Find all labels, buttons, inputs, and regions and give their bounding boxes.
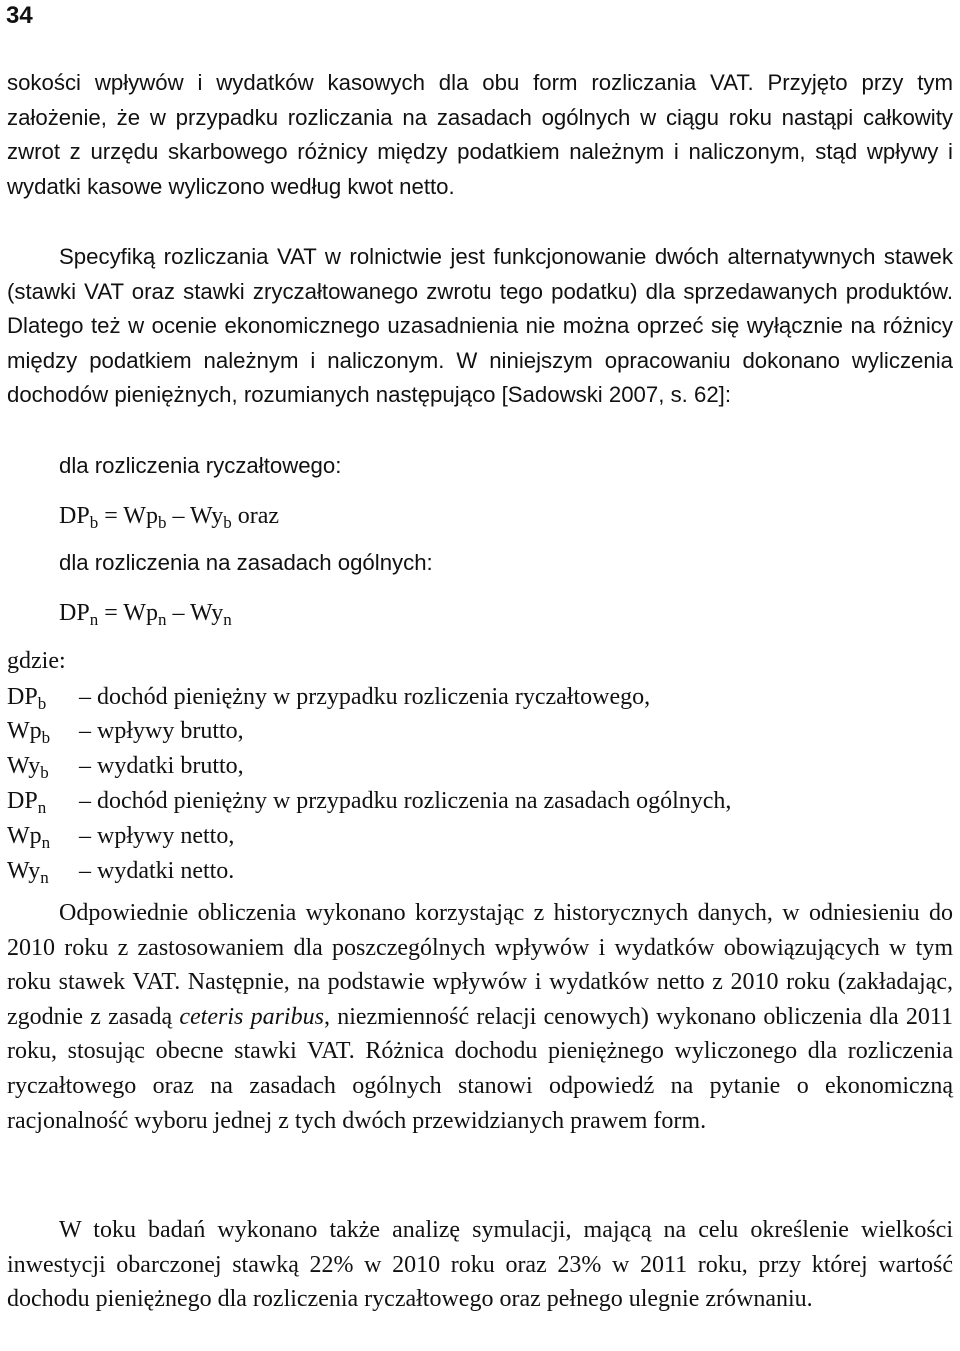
paragraph-3-part-1: Odpowiednie obliczenia wykonano korzystając z historycznych danych, w odniesieniu do 2010 roku z zastosowaniem dla poszczególnych wpływów i wydatków obowiązujących w tym roku stawek VAT. Następnie, na podstawie wpływów i wydatków netto z 2010 roku (zakładając, zgodnie z zasadą xyxy=(7,900,953,1030)
paragraph-3-part-2: , niezmienność relacji cenowych) wykonano obliczenia dla 2011 roku, stosując obecne stawki VAT. Różnica dochodu pieniężnego wyliczonego dla rozliczenia ryczałtowego oraz na zasadach ogólnych stanowi odpowiedź na pytanie o ekonomiczną racjonalność wyboru jednej z tych dwóch przewidzianych prawem form. xyxy=(7,1003,953,1134)
definition-symbol-sub: b xyxy=(37,694,47,713)
definition-symbol-base: Wp xyxy=(7,823,42,849)
paragraph-1: sokości wpływów i wydatków kasowych dla obu form rozliczania VAT. Przyjęto przy tym założenie, że w przypadku rozliczania na zasadach ogólnych w ciągu roku nastąpi całkowity zwrot z urzędu skarbowego różnicy między podatkiem należnym i naliczonym, stąd wpływy i wydatki kasowe wyliczono według kwot netto. xyxy=(7,70,953,199)
formula-2-minus: – xyxy=(166,600,191,626)
definition-symbol-sub: n xyxy=(37,798,47,817)
definition-row xyxy=(7,718,244,748)
formula-2-lhs-sub: n xyxy=(89,610,99,629)
definition-description: – wpływy netto, xyxy=(79,823,235,849)
where-label: gdzie: xyxy=(7,648,66,674)
definition-row xyxy=(7,823,234,853)
formula-2-term1: Wp xyxy=(123,600,158,626)
definition-symbol xyxy=(7,858,79,888)
formula-1-suffix: oraz xyxy=(231,503,280,529)
formula-1 xyxy=(59,503,279,533)
definition-description: – wydatki brutto, xyxy=(79,753,244,779)
definition-symbol xyxy=(7,684,79,714)
formula-1-term2: Wy xyxy=(190,503,224,529)
paragraph-2: Specyfiką rozliczania VAT w rolnictwie jest funkcjonowanie dwóch alternatywnych stawek (stawki VAT oraz stawki zryczałtowanego zwrotu tego podatku) dla sprzedawanych produktów. Dlatego też w ocenie ekonomicznego uzasadnienia nie można oprzeć się wyłącznie na różnicy między podatkiem należnym i naliczonym. W niniejszym opracowaniu dokonano wyliczenia dochodów pieniężnych, rozumianych następująco [Sadowski 2007, s. 62]: xyxy=(7,244,953,408)
paragraph-3 xyxy=(7,896,953,1138)
formula-2 xyxy=(59,600,232,630)
definition-symbol xyxy=(7,823,79,853)
definition-description: – wpływy brutto, xyxy=(79,718,244,744)
formula-2-term2: Wy xyxy=(190,600,224,626)
definition-symbol-base: DP xyxy=(7,684,38,710)
definition-symbol-base: Wy xyxy=(7,753,41,779)
definition-symbol-sub: n xyxy=(41,833,51,852)
formula-2-lhs: DP xyxy=(59,600,90,626)
definition-row xyxy=(7,858,234,888)
formula-1-lhs-sub: b xyxy=(89,513,99,532)
definition-symbol-sub: b xyxy=(41,728,51,747)
formula-1-eq: = xyxy=(98,503,124,529)
formula-1-term2-sub: b xyxy=(223,513,232,532)
formula-2-eq: = xyxy=(98,600,124,626)
definition-description: – wydatki netto. xyxy=(79,858,235,884)
definition-symbol-sub: b xyxy=(40,763,49,782)
definition-symbol-base: Wp xyxy=(7,718,42,744)
definition-row xyxy=(7,684,650,714)
formula-1-label: dla rozliczenia ryczałtowego: xyxy=(59,453,342,478)
paragraph-3-italic: ceteris paribus xyxy=(179,1003,324,1030)
paragraph-4: W toku badań wykonano także analizę symulacji, mającą na celu określenie wielkości inwestycji obarczonej stawką 22% w 2010 roku oraz 23% w 2011 roku, przy której wartość dochodu pieniężnego dla rozliczenia ryczałtowego oraz pełnego ulegnie zrównaniu. xyxy=(7,1217,953,1313)
definition-symbol-sub: n xyxy=(40,868,49,887)
formula-2-term1-sub: n xyxy=(157,610,167,629)
formula-1-term1-sub: b xyxy=(157,513,167,532)
definition-symbol-base: DP xyxy=(7,788,38,814)
definition-symbol xyxy=(7,718,79,748)
formula-1-minus: – xyxy=(166,503,191,529)
page-number: 34 xyxy=(6,2,33,29)
formula-2-label: dla rozliczenia na zasadach ogólnych: xyxy=(59,550,433,575)
formula-2-term2-sub: n xyxy=(223,610,232,629)
formula-1-term1: Wp xyxy=(123,503,158,529)
formula-1-lhs: DP xyxy=(59,503,90,529)
definition-row xyxy=(7,753,244,783)
definition-symbol-base: Wy xyxy=(7,858,41,884)
definition-symbol xyxy=(7,753,79,783)
definition-description: – dochód pieniężny w przypadku rozliczenia ryczałtowego, xyxy=(79,684,651,710)
definition-row xyxy=(7,788,731,818)
definition-description: – dochód pieniężny w przypadku rozliczenia na zasadach ogólnych, xyxy=(79,788,732,814)
definition-symbol xyxy=(7,788,79,818)
